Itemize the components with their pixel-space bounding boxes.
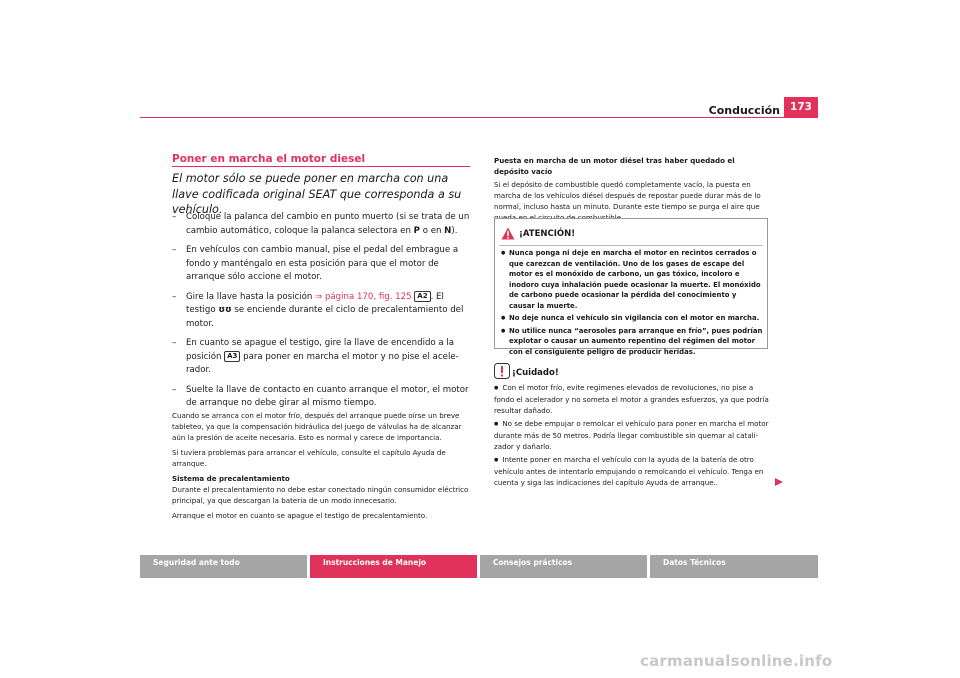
caution-text: Con el motor frío, evite regímenes elevados de revoluciones, no pise a fondo el acelerador y no someta el motor a grandes esfuerzos, ya que podría resultar dañado. [494,383,769,415]
caution-item: ● No se debe empujar o remolcar el vehículo para poner en marcha el motor durante más de 50 metros. Podría llegar combustible sin quemar al catalizador y dañarlo. [494,419,769,451]
caution-exclamation-icon [494,363,510,379]
step-text: Gire la llave hasta la posición [186,291,316,302]
warning-item: ● Nunca ponga ni deje en marcha el motor en recintos cerrados o que carezcan de ventilación. Uno de los gases de escape del motor es el monóxido de carbono, un gas tóxico, incoloro e inodoro cuya inhalación puede ocasionar la muerte. El monóxido de carbono puede ocasionar la pérdida del conocimiento y causar la muerte. [501,248,763,311]
page-number: 173 [784,97,818,117]
footer-tab-instrucciones[interactable]: Instrucciones de Manejo [310,555,477,578]
warning-box [494,218,768,356]
footer-tab-consejos[interactable]: Consejos prácticos [480,555,647,578]
step-text: . El testigo [186,291,444,315]
section-intro: El motor sólo se puede poner en marcha con una llave codificada original SEAT que corresponda a su vehículo. [172,172,462,216]
caution-title: ¡Cuidado! [512,368,559,378]
caution-text: Intente poner en marcha el vehículo con la ayuda de la batería de otro vehículo antes de intentarlo empujando o remolcando el vehículo. Tenga en cuenta y siga las indicaciones del capítulo Ayuda de arranque.. [494,455,764,487]
watermark: carmanualsonline.info [640,652,833,670]
page-header-title: Conducción [708,104,780,117]
step-item [172,291,472,332]
notes-block [172,410,472,525]
header-rule [140,117,818,118]
empty-tank-block [494,155,770,223]
caution-item: ● Con el motor frío, evite regímenes elevados de revoluciones, no pise a fondo el acelerador y no someta el motor a grandes esfuerzos, ya que podría resultar dañado. [494,383,769,415]
step-text: ). [451,225,458,236]
section-title: Poner en marcha el motor diesel [172,153,366,165]
caution-item: ● Intente poner en marcha el vehículo con la ayuda de la batería de otro vehículo antes de intentarlo empujando o remolcando el vehículo. Tenga en cuenta y siga las indicaciones del capítulo Ayuda de arranque.. [494,455,764,487]
gear-p: P [413,225,420,236]
empty-tank-heading: Puesta en marcha de un motor diésel tras haber quedado el depósito vacío [494,156,735,176]
caution-list [494,382,770,490]
step-text: Coloque la palanca del cambio en punto muerto (si se trata de un cambio automático, coloque la palanca selectora en [186,212,470,236]
glow-plug-indicator-icon: ʊʊ [218,305,232,315]
caution-header [494,363,770,381]
footer-tab-seguridad[interactable]: Seguridad ante todo [140,555,307,578]
warning-item: ● No utilice nunca “aerosoles para arranque en frío”, pues podrían explotar o causar un aumento repentino del régimen del motor con el consiguiente peligro de producir heridas. [501,326,763,358]
empty-tank-text: Si el depósito de combustible quedó completamente vacío, la puesta en marcha de los vehículos diésel después de repostar puede durar más de lo normal, incluso hasta un minuto. Durante este tiempo se purga el aire que [494,180,761,211]
warning-list [501,248,763,359]
step-text: En cuanto se apague el testigo, gire la llave de encendido a la posición [186,338,455,362]
position-badge: A2 [414,291,430,302]
warning-title: ¡ATENCIÓN! [519,229,576,239]
step-item [172,211,472,238]
footer-tab-datos[interactable]: Datos Técnicos [650,555,818,578]
next-page-arrow-icon[interactable] [774,477,784,487]
section-rule [172,166,470,167]
position-badge: A3 [224,351,240,362]
note-paragraph: Si tuviera problemas para arrancar el vehículo, consulte el capítulo Ayuda de arranque. [172,448,446,468]
page-link[interactable]: ⇒ página 170, fig. 125 [315,291,412,302]
step-item: – En vehículos con cambio manual, pise el pedal del embrague a fondo y manténgalo en esta posición para que el motor de arranque sólo accione el motor. [172,244,472,285]
preheat-text: Arranque el motor en cuanto se apague el testigo de precalentamiento. [172,511,428,520]
step-text: se enciende durante el ciclo de precalentamiento del motor. [186,305,464,329]
warning-item: ● No deje nunca el vehículo sin vigilancia con el motor en marcha. [501,313,763,324]
step-item [172,337,472,378]
caution-text: No se debe empujar o remolcar el vehículo para poner en marcha el motor durante más de 50 metros. Podría llegar combustible sin quemar al catalizador y dañarlo. [494,419,769,451]
steps-list [172,211,472,417]
step-item: – Suelte la llave de contacto en cuanto arranque el motor, el motor de arranque no debe girar al mismo tiempo. [172,384,472,411]
step-text: o en [419,225,445,236]
warning-triangle-icon [501,227,515,240]
warning-rule [499,245,763,246]
preheat-text: Durante el precalentamiento no debe estar conectado ningún consumidor eléctrico principal, ya que descargan la batería de un modo innecesario. [172,485,469,505]
note-paragraph: Cuando se arranca con el motor frío, después del arranque puede oírse un breve tableteo, ya que la compensación hidráulica del juego de válvulas ha de alcanzar aún la presión de aceite necesaria. Esto es normal y carece de importancia. [172,411,462,442]
warning-header [495,219,767,247]
gear-n: N [444,225,452,236]
step-text: para poner en marcha el motor y no pise el acelerador. [186,351,459,375]
preheat-heading: Sistema de precalentamiento [172,474,290,483]
